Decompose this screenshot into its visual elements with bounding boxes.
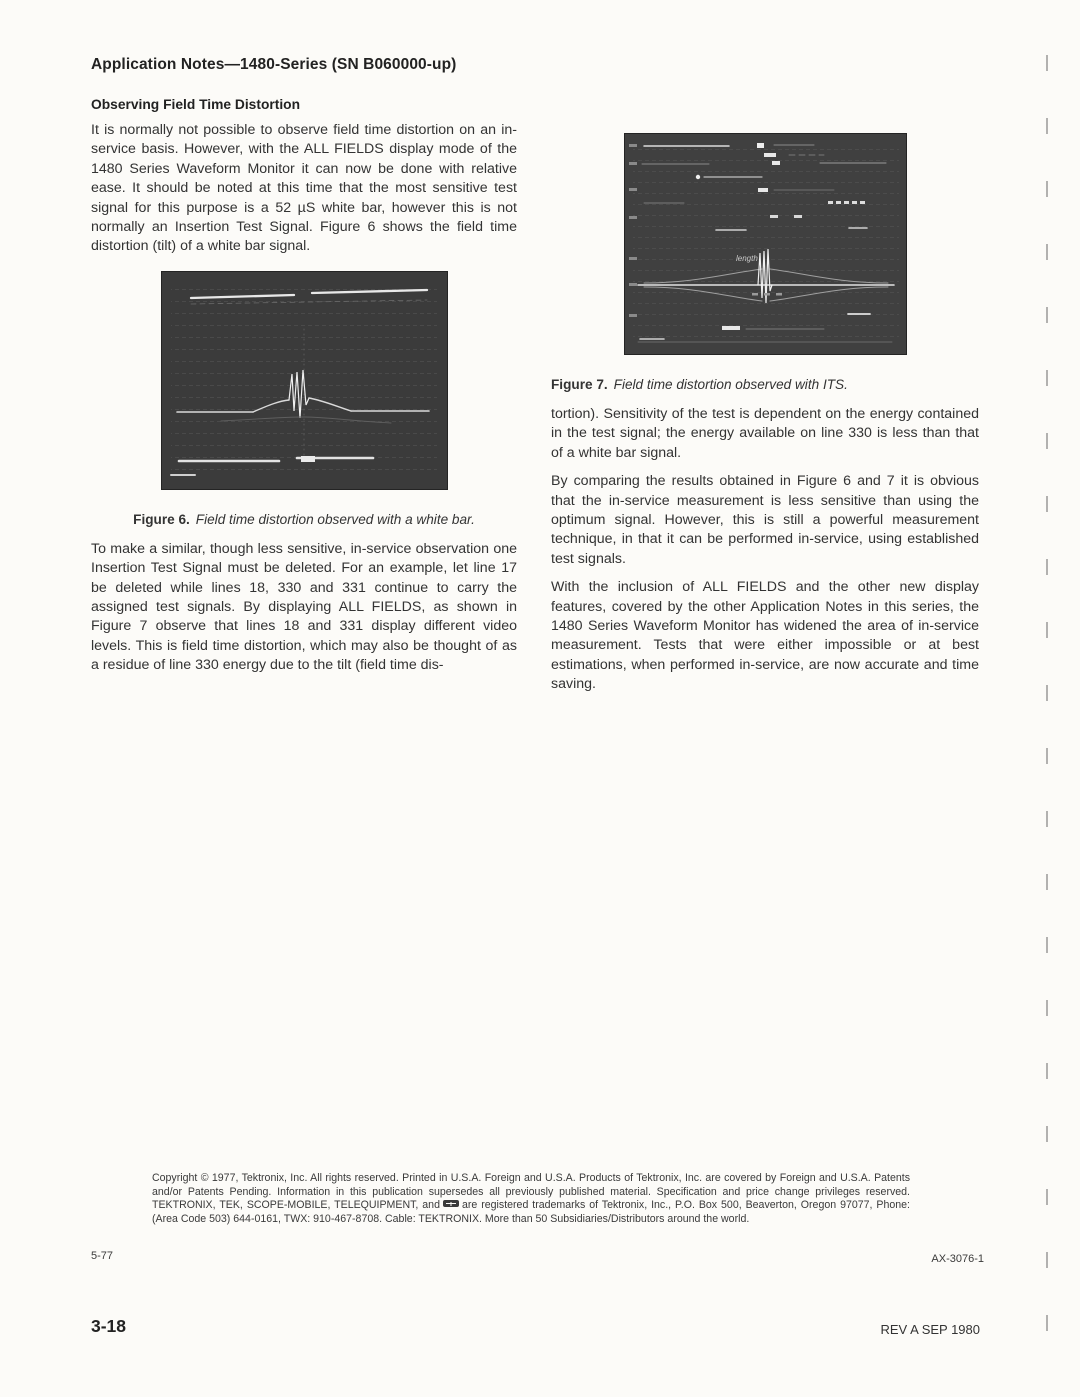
figure6-caption-text: Field time distortion observed with a white bar. — [195, 511, 475, 527]
scan-binding-marks — [1046, 55, 1048, 1370]
copyright-block — [152, 1172, 910, 1226]
copyright-text-2: are registered trademarks of Tektronix, Inc., P.O. Box 500, Beaverton, Oregon 97077, Phone: (Area Code 503) 644-0161, TWX: 910-467-8708. Cable: TEKTRONIX. More than 50 Subsidiaries/Distributors around the world. — [152, 1199, 910, 1225]
copyright-text-1: Copyright © 1977, Tektronix, Inc. All rights reserved. Printed in U.S.A. Foreign and U.S.A. Products of Tektronix, Inc. are covered by Foreign and U.S.A. Patents and/or Patents Pending. Information in this publication supersedes all previously published material. Specification and price change privileges reserved. TEKTRONIX, TEK, SCOPE-MOBILE, TELEQUIPMENT, and — [152, 1172, 910, 1212]
figure7-waveform-image — [624, 133, 907, 355]
raster-lines — [633, 140, 899, 347]
paragraph-right-3: With the inclusion of ALL FIELDS and the other new display features, covered by the other Application Notes in this series, the 1480 Series Waveform Monitor has widened the area of in-service measurement. Tests that were either impossible or at best estimations, when performed in-service, are now accurate and time saving. — [551, 579, 979, 693]
left-column — [91, 97, 517, 690]
paragraph-left-1: It is normally not possible to observe field time distortion on an in-service basis. However, with the ALL FIELDS display mode of the 1480 Series Waveform Monitor it can now be done with relative ease. It should be noted at this time that the most sensitive test signal for this purpose is a 52 µS white bar, however this is not normally an Insertion Test Signal. Figure 6 shows the field time distortion (tilt) of a white bar signal. — [91, 122, 517, 255]
section-heading: Observing Field Time Distortion — [91, 97, 301, 112]
tektronix-logo-icon — [443, 1199, 459, 1208]
footer-page-number: 3-18 — [91, 1316, 127, 1336]
paragraph-right-2: By comparing the results obtained in Figure 6 and 7 it is obvious that the in-service measurement is less sensitive than using the optimum signal. However, this is still a powerful measurement technique, in that it can be performed in-service, using established test signals. — [551, 473, 979, 567]
figure7-caption-text: Field time distortion observed with ITS. — [613, 377, 848, 392]
figure6-photo — [161, 271, 448, 490]
page-header: Application Notes—1480-Series (SN B060000-up) — [91, 56, 457, 73]
figure7-annotation-length: length — [735, 254, 758, 263]
footer-doc-code: AX-3076-1 — [931, 1253, 984, 1265]
paragraph-right-1: tortion). Sensitivity of the test is dependent on the energy contained in the test signal; the energy available on line 330 is less than that of a white bar signal. — [551, 406, 979, 461]
figure7-caption — [551, 377, 979, 392]
figure7-caption-label: Figure 7. — [551, 377, 608, 392]
figure6-waveform-image — [161, 271, 448, 490]
figure6-caption-label: Figure 6. — [133, 511, 190, 527]
paragraph-left-2: To make a similar, though less sensitive, in-service observation one Insertion Test Signal must be deleted. For an example, let line 17 be deleted while lines 18, 330 and 331 continue to carry the assigned test signals. By displaying ALL FIELDS, as shown in Figure 7 observe that lines 18 and 331 display different video levels. This is field time distortion, which may also be thought of as a residue of line 330 energy due to the tilt (field time dis- — [91, 540, 517, 674]
figure6-caption — [91, 512, 517, 527]
footer-revision: REV A SEP 1980 — [880, 1322, 980, 1337]
figure7-photo — [624, 133, 907, 355]
right-column — [551, 133, 979, 704]
footer-date-code: 5-77 — [91, 1250, 114, 1262]
